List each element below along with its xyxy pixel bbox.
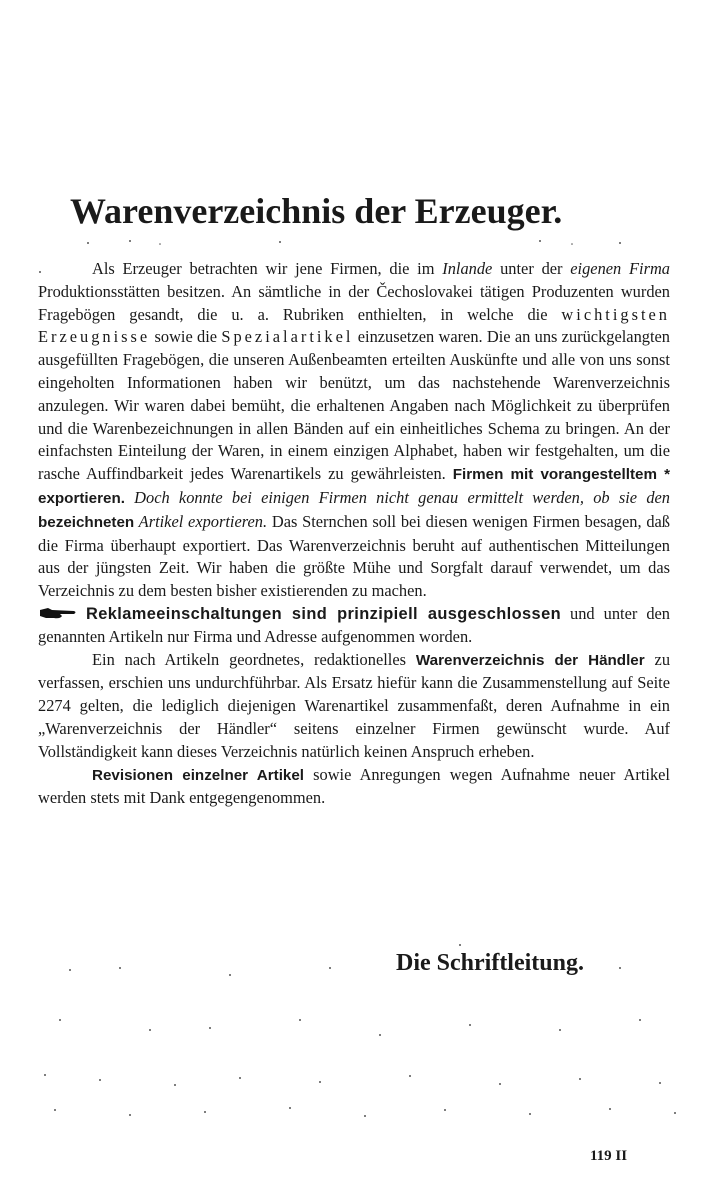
page-number: 119 II	[590, 1148, 628, 1164]
emphasis-own-firm: eigenen Firma	[570, 259, 670, 278]
advertising-bold-lead: Reklameeinschaltungen sind prinzipiell ausgeschlossen	[86, 604, 561, 623]
pointing-hand-icon	[38, 606, 78, 620]
export-note-italic: Doch konnte bei einigen Firmen nicht genau ermittelt werden, ob sie den	[124, 487, 670, 507]
paragraph-dealers	[38, 649, 670, 764]
text-run: zu verfassen, erschien uns undurchführbar. Als Ersatz hiefür kann die Zusammenstellung auf Seite 2274 gelten, die lediglich diejenigen Warenartikel zusammenfaßt, deren Aufnahme in ein „Warenverzeichnis der Händler“ seitens einzelner Firmen gewünscht wurde. Auf Vollständigkeit kann dieses Verzeichnis natürlich keinen Anspruch erheben.	[38, 649, 671, 761]
text-run: sowie die	[150, 327, 222, 347]
paragraph-revisions	[38, 764, 670, 811]
text-run: unter der	[492, 259, 571, 278]
text-run: Als Erzeuger betrachten wir jene Firmen, die im	[92, 259, 443, 278]
paragraph-producers	[38, 258, 670, 603]
text-run: sowie Anregungen wegen Aufnahme neuer Artikel werden stets mit Dank entgegengenommen.	[38, 764, 670, 808]
emphasis-inland: Inlande	[442, 259, 493, 278]
text-run: Das Sternchen soll bei diesen wenigen Firmen besagen, daß die Firma überhaupt exportiert. Das Warenverzeichnis beruht auf authentischen Mitteilungen aus der jüngsten Zeit. Wir haben die größte Mühe und Sorgfalt darauf verwendet, um das Verzeichnis zu dem besten bisher existierenden zu machen.	[38, 511, 670, 601]
export-note-bold: Firmen mit vorangestelltem * exportieren.	[38, 466, 671, 507]
editorial-signature: Die Schriftleitung.	[396, 950, 584, 976]
text-run: Ein nach Artikeln geordnetes, redaktionelles	[92, 649, 416, 669]
document-title: Warenverzeichnis der Erzeuger.	[70, 191, 563, 231]
paragraph-advertising	[38, 603, 670, 649]
export-note-bold-designated: bezeichneten	[38, 513, 135, 531]
spaced-special-articles: Spezialartikel	[221, 327, 354, 347]
spaced-main-products: wichtigsten Erzeugnisse	[38, 304, 670, 347]
export-note-italic-articles: Artikel exportieren.	[134, 511, 268, 531]
text-run: Produktionsstätten besitzen. An sämtliche in der Čechoslovakei tätigen Produzenten wurden Fragebögen gesandt, die u. a. Rubriken enthielten, in welche die	[38, 281, 670, 324]
text-run: einzusetzen waren. Die an uns zurückgelangten ausgefüllten Fragebögen, die unseren Außenbeamten erteilten Auskünfte und alle von uns sonst eingeholten Informationen haben wir benützt, um das nachstehende Warenverzeichnis anzulegen. Wir waren dabei bemüht, die erhaltenen Angaben nach Möglichkeit zu überprüfen und die Warenbezeichnungen in allen Bänden auf ein einheitliches Schema zu bringen. An der einfachsten Einteilung der Waren, in einem einzigen Alphabet, haben wir festgehalten, um die rasche Auffindbarkeit jedes Warenartikels zu gewährleisten.	[38, 327, 670, 484]
document-body	[38, 258, 670, 810]
revisions-bold-lead: Revisionen einzelner Artikel	[92, 766, 305, 784]
dealers-index-bold: Warenverzeichnis der Händler	[415, 651, 645, 669]
text-run: und unter den genannten Artikeln nur Firma und Adresse aufgenommen worden.	[38, 603, 670, 646]
